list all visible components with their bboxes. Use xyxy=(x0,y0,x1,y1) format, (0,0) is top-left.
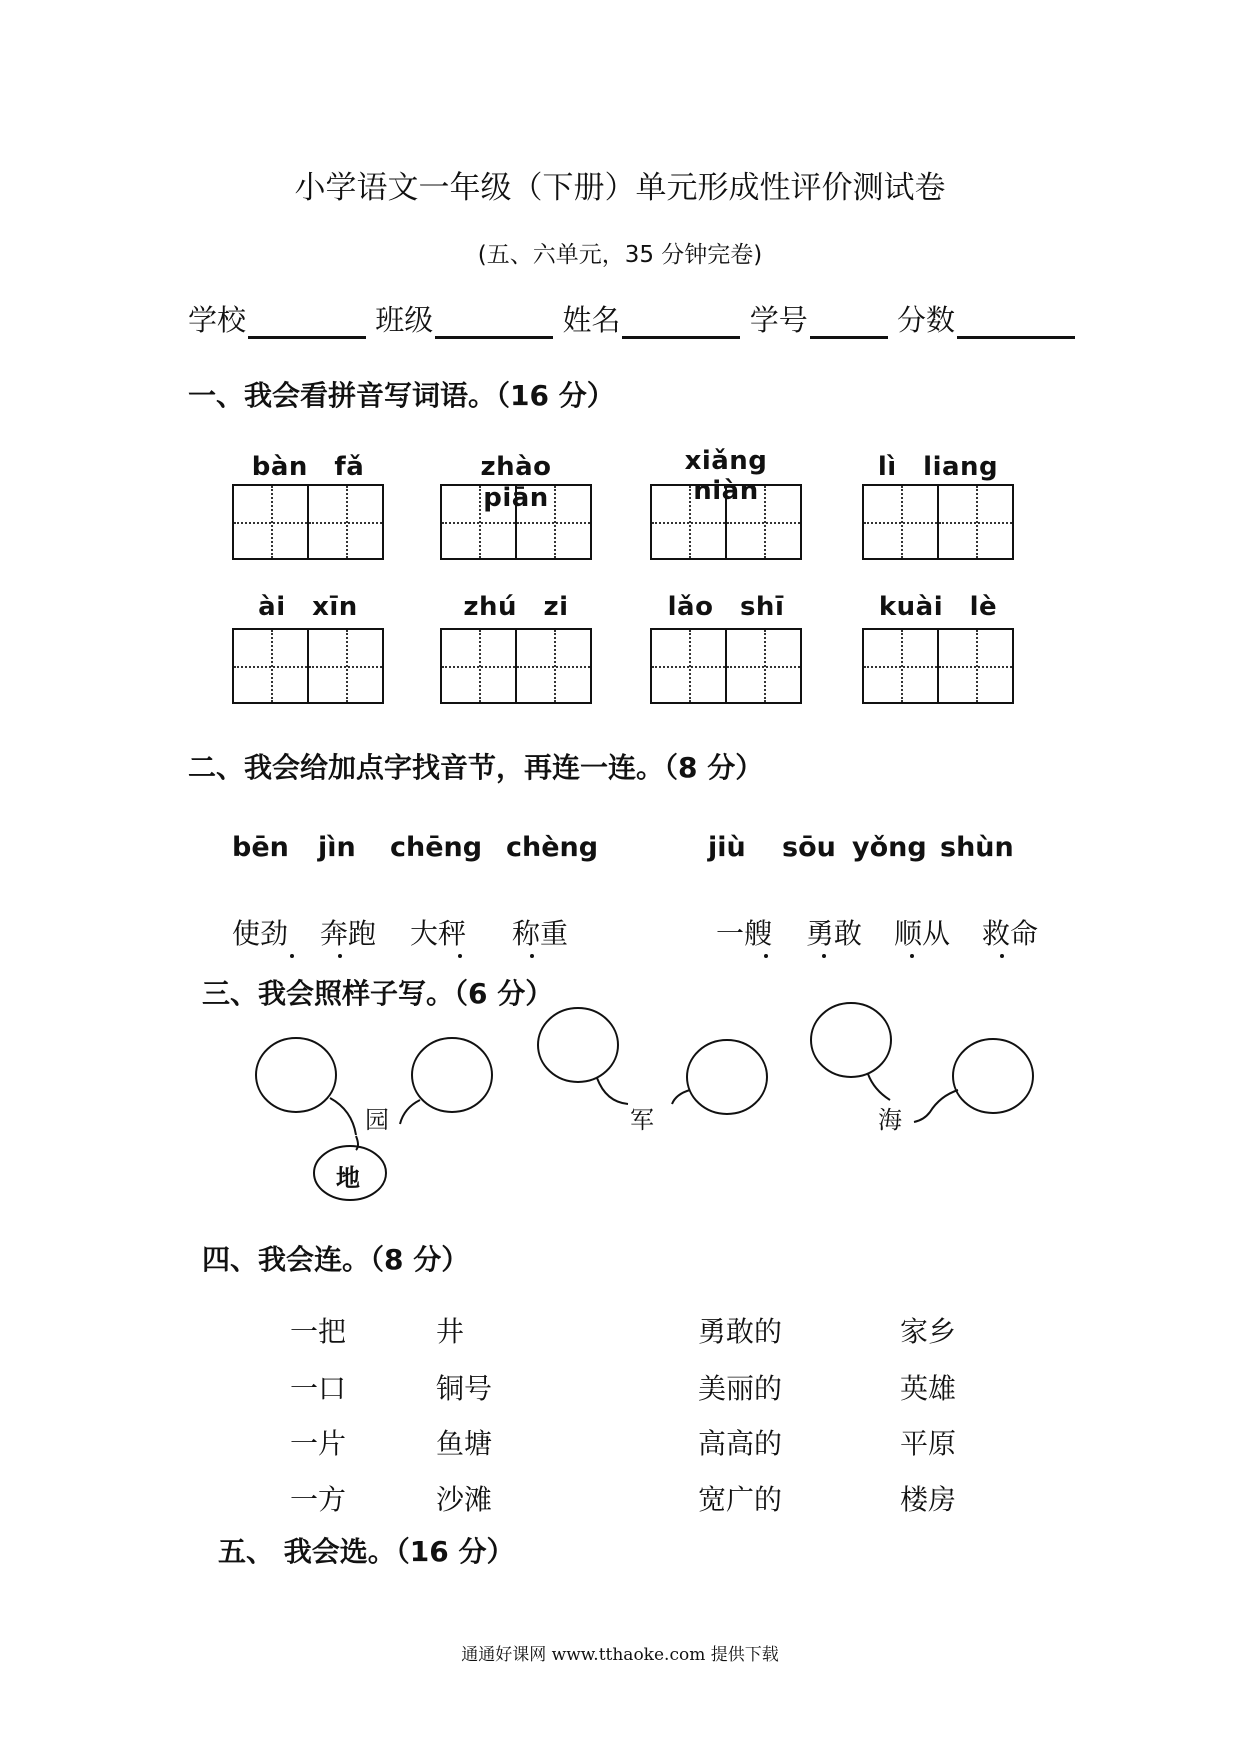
name-label: 姓名 xyxy=(562,303,621,337)
match-item[interactable]: 楼房 xyxy=(900,1483,957,1516)
match-item[interactable]: 井 xyxy=(436,1315,465,1348)
bubble-center-char: 军 xyxy=(630,1106,654,1134)
syllable[interactable]: jìn xyxy=(318,832,356,863)
word-bubble[interactable] xyxy=(953,1039,1033,1113)
word-bubble[interactable] xyxy=(412,1038,492,1112)
match-item[interactable]: 沙滩 xyxy=(436,1483,493,1516)
match-item[interactable]: 勇敢的 xyxy=(698,1315,783,1348)
pinyin-word: kuài lè xyxy=(878,592,998,622)
section-1-heading: 一、我会看拼音写词语。（16 分） xyxy=(188,379,615,412)
match-item[interactable]: 一把 xyxy=(290,1315,347,1348)
match-item[interactable]: 高高的 xyxy=(698,1427,783,1460)
dotted-word[interactable]: 称重 xyxy=(512,917,569,950)
match-item[interactable]: 鱼塘 xyxy=(436,1427,493,1460)
dotted-word[interactable]: 勇敢 xyxy=(806,917,863,950)
word-bubble[interactable] xyxy=(538,1008,618,1082)
match-item[interactable]: 美丽的 xyxy=(698,1372,783,1405)
syllable[interactable]: jiù xyxy=(708,832,746,863)
dotted-word[interactable]: 使劲 xyxy=(232,917,289,950)
pinyin-word: lǎo shī xyxy=(667,592,785,622)
school-label: 学校 xyxy=(188,303,247,337)
dotted-word[interactable]: 一艘 xyxy=(716,917,773,950)
footer-credit: 通通好课网 www.tthaoke.com 提供下载 xyxy=(461,1645,779,1665)
word-bubble[interactable] xyxy=(256,1038,336,1112)
class-label: 班级 xyxy=(375,303,434,337)
match-item[interactable]: 一方 xyxy=(290,1483,347,1516)
match-item[interactable]: 一口 xyxy=(290,1372,347,1405)
bubble-center-char: 海 xyxy=(878,1106,902,1134)
pinyin-word: xiǎng niàn xyxy=(684,446,768,506)
syllable[interactable]: chēng xyxy=(390,832,483,863)
page-title: 小学语文一年级（下册）单元形成性评价测试卷 xyxy=(294,170,946,206)
example-char: 地 xyxy=(336,1164,360,1192)
match-item[interactable]: 一片 xyxy=(290,1427,347,1460)
match-item[interactable]: 平原 xyxy=(900,1427,957,1460)
pinyin-word: lì liang xyxy=(877,452,999,482)
syllable[interactable]: sōu xyxy=(782,832,836,863)
pinyin-word: bàn fǎ xyxy=(251,452,365,482)
syllable[interactable]: chèng xyxy=(506,832,599,863)
word-bubble[interactable] xyxy=(811,1003,891,1077)
score-label: 分数 xyxy=(896,303,955,337)
student-no-label: 学号 xyxy=(749,303,808,337)
match-item[interactable]: 铜号 xyxy=(436,1372,493,1405)
syllable[interactable]: bēn xyxy=(232,832,289,863)
dotted-word[interactable]: 大秤 xyxy=(410,917,467,950)
pinyin-word: zhào piān xyxy=(480,452,579,513)
section-5-heading: 五、 我会选。（16 分） xyxy=(218,1535,515,1568)
bubble-center-char: 园 xyxy=(365,1106,389,1134)
syllable[interactable]: shùn xyxy=(940,832,1014,863)
dotted-word[interactable]: 顺从 xyxy=(894,917,951,950)
pinyin-word: zhú zi xyxy=(463,592,569,622)
match-item[interactable]: 家乡 xyxy=(900,1315,957,1348)
section-2-heading: 二、我会给加点字找音节，再连一连。（8 分） xyxy=(188,751,764,784)
dotted-word[interactable]: 救命 xyxy=(982,917,1039,950)
page-subtitle: (五、六单元，35 分钟完卷) xyxy=(477,242,763,268)
section-3-heading: 三、我会照样子写。（6 分） xyxy=(202,977,554,1010)
word-bubble[interactable] xyxy=(687,1040,767,1114)
match-item[interactable]: 英雄 xyxy=(900,1372,957,1405)
pinyin-word: ài xīn xyxy=(258,592,358,622)
match-item[interactable]: 宽广的 xyxy=(698,1483,783,1516)
dotted-word[interactable]: 奔跑 xyxy=(320,917,377,950)
section-4-heading: 四、我会连。（8 分） xyxy=(202,1243,470,1276)
syllable[interactable]: yǒng xyxy=(852,832,927,863)
